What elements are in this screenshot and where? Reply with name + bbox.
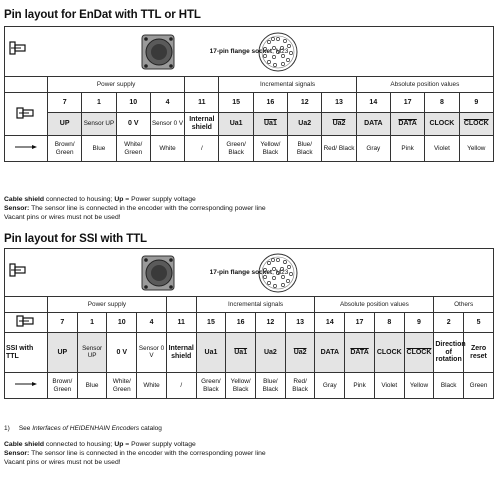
wire-color: / [166, 373, 196, 399]
plug-icon [16, 106, 36, 120]
wire-color: Blue/ Black [288, 136, 322, 162]
wire-color: / [185, 136, 219, 162]
note-text: = Power supply voltage [123, 196, 196, 203]
pin-number: 17 [390, 93, 424, 113]
pin-number: 17 [345, 313, 375, 333]
note-text: connected to housing; [44, 196, 115, 203]
section-title: Pin layout for SSI with TTL [4, 233, 147, 245]
wire-color: Pink [345, 373, 375, 399]
pin-number: 15 [196, 313, 226, 333]
pin-number: 4 [137, 313, 167, 333]
wire-color: Violet [425, 136, 459, 162]
signal-cell: 0 V [116, 113, 150, 136]
signal-cell: Sensor 0 V [150, 113, 184, 136]
note-cable-shield: Cable shield [4, 196, 45, 203]
pin-number-row [5, 93, 494, 113]
signal-cell: 0 V [107, 333, 137, 373]
wire-color-row [5, 373, 494, 399]
plug-symbol-cell [5, 93, 48, 136]
pin-number: 7 [48, 93, 82, 113]
signal-cell: DATA [345, 333, 375, 373]
signal-cell: DATA [315, 333, 345, 373]
signal-cell: Sensor 0 V [137, 333, 167, 373]
pin-number: 9 [404, 313, 434, 333]
wire-color: Yellow [404, 373, 434, 399]
signal-cell: Sensor UP [77, 333, 107, 373]
wire-symbol-cell [5, 136, 48, 162]
connector-name: 17-pin flange socket [209, 268, 273, 276]
group-power-supply: Power supply [48, 297, 167, 313]
signal-cell: Internal shield [166, 333, 196, 373]
pin-table-ssi [4, 248, 494, 399]
flange-socket-icon [9, 41, 29, 55]
group-incremental-signals: Incremental signals [196, 297, 315, 313]
notes-block-2 [4, 441, 266, 468]
connector-photo-icon [139, 253, 179, 295]
section-title: Pin layout for EnDat with TTL or HTL [4, 9, 201, 21]
note-text: = Power supply voltage [123, 441, 196, 448]
wire-color: Violet [374, 373, 404, 399]
plug-icon [16, 314, 36, 328]
footnote [4, 425, 162, 432]
group-blank [166, 297, 196, 313]
group-row [5, 297, 494, 313]
pin-number: 11 [166, 313, 196, 333]
connector-header [5, 249, 494, 297]
note-vacant: Vacant pins or wires must not be used! [4, 213, 121, 221]
pin-number: 4 [150, 93, 184, 113]
wire-color: Red/ Black [285, 373, 315, 399]
wire-color: Gray [315, 373, 345, 399]
wire-symbol-cell [5, 373, 48, 399]
pin-number: 10 [107, 313, 137, 333]
pin-number: 1 [77, 313, 107, 333]
signal-cell: Ua1 [196, 333, 226, 373]
wire-color: White/ Green [116, 136, 150, 162]
signal-row [5, 333, 494, 373]
pin-number: 1 [82, 93, 116, 113]
wire-color: Blue [82, 136, 116, 162]
wire-color: Brown/ Green [48, 373, 78, 399]
pin-number: 9 [459, 93, 493, 113]
pin-number: 12 [288, 93, 322, 113]
wire-color: Yellow [459, 136, 493, 162]
signal-cell: CLOCK [459, 113, 493, 136]
pin-number: 2 [434, 313, 464, 333]
wire-color: Yellow/ Black [226, 373, 256, 399]
signal-cell: Internal shield [185, 113, 219, 136]
group-absolute-position: Absolute position values [315, 297, 434, 313]
wire-color: White [137, 373, 167, 399]
signal-cell: UP [48, 333, 78, 373]
signal-cell: DATA [390, 113, 424, 136]
wire-color: Red/ Black [322, 136, 356, 162]
wire-icon [14, 381, 38, 387]
connector-size: , M23 [272, 47, 289, 55]
row-label: SSI with TTL [5, 333, 48, 373]
footnote-catalog: Interfaces of HEIDENHAIN Encoders [32, 425, 140, 432]
signal-cell: Ua2 [285, 333, 315, 373]
pin-number-row [5, 313, 494, 333]
flange-socket-icon [9, 263, 29, 277]
pin-number: 7 [48, 313, 78, 333]
connector-header [5, 27, 494, 77]
note-cable-shield: Cable shield [4, 441, 45, 448]
wire-color: Green [464, 373, 494, 399]
pin-number: 5 [464, 313, 494, 333]
pin-diagram-icon [257, 31, 299, 73]
group-blank [185, 77, 219, 93]
signal-cell: Direction of rotation [434, 333, 464, 373]
signal-cell: CLOCK [425, 113, 459, 136]
wire-color: Pink [390, 136, 424, 162]
note-up: Up [114, 196, 124, 203]
group-power-supply: Power supply [48, 77, 185, 93]
footnote-marker: 1) [4, 425, 10, 432]
wire-color: Gray [356, 136, 390, 162]
group-incremental-signals: Incremental signals [219, 77, 356, 93]
connector-name: 17-pin flange socket [209, 47, 273, 55]
group-row [5, 77, 494, 93]
pin-number: 13 [322, 93, 356, 113]
signal-cell: Ua1 [253, 113, 287, 136]
pin-number: 15 [219, 93, 253, 113]
pin-number: 12 [256, 313, 286, 333]
note-sensor: Sensor: [4, 449, 30, 457]
signal-cell: CLOCK [374, 333, 404, 373]
signal-row [5, 113, 494, 136]
pin-number: 8 [374, 313, 404, 333]
pin-number: 8 [425, 93, 459, 113]
wire-color: Green/ Black [219, 136, 253, 162]
signal-cell: Ua2 [322, 113, 356, 136]
pin-number: 16 [253, 93, 287, 113]
pin-table-endat [4, 26, 494, 162]
note-text: The sensor line is connected in the encoder with the corresponding power line [29, 449, 266, 457]
wire-color: White/ Green [107, 373, 137, 399]
wire-color: Brown/ Green [48, 136, 82, 162]
signal-cell: Ua1 [219, 113, 253, 136]
note-vacant: Vacant pins or wires must not be used! [4, 458, 121, 466]
connector-size: , M23 [272, 268, 289, 276]
pin-number: 10 [116, 93, 150, 113]
group-others: Others [434, 297, 494, 313]
pin-number: 13 [285, 313, 315, 333]
signal-cell: UP [48, 113, 82, 136]
signal-cell: Sensor UP [82, 113, 116, 136]
wire-color: Green/ Black [196, 373, 226, 399]
pin-diagram-icon [257, 252, 299, 294]
signal-cell: Ua2 [288, 113, 322, 136]
pin-number: 14 [356, 93, 390, 113]
signal-cell: Zero reset [464, 333, 494, 373]
wire-icon [14, 144, 38, 150]
signal-cell: CLOCK [404, 333, 434, 373]
pin-number: 14 [315, 313, 345, 333]
group-absolute-position: Absolute position values [356, 77, 493, 93]
note-text: connected to housing; [44, 441, 115, 448]
footnote-text: See [18, 425, 33, 432]
signal-cell: Ua2 [256, 333, 286, 373]
signal-cell: Ua1 [226, 333, 256, 373]
note-sensor: Sensor: [4, 204, 30, 212]
wire-color: Blue/ Black [256, 373, 286, 399]
wire-color: Blue [77, 373, 107, 399]
note-up: Up [114, 441, 124, 448]
notes-block-1 [4, 196, 266, 223]
wire-color: White [150, 136, 184, 162]
wire-color-row [5, 136, 494, 162]
signal-cell: DATA [356, 113, 390, 136]
pin-number: 11 [185, 93, 219, 113]
plug-symbol-cell [5, 313, 48, 333]
pin-number: 16 [226, 313, 256, 333]
connector-photo-icon [139, 32, 179, 74]
footnote-text: catalog [139, 425, 162, 432]
note-text: The sensor line is connected in the encoder with the corresponding power line [29, 204, 266, 212]
wire-color: Black [434, 373, 464, 399]
wire-color: Yellow/ Black [253, 136, 287, 162]
